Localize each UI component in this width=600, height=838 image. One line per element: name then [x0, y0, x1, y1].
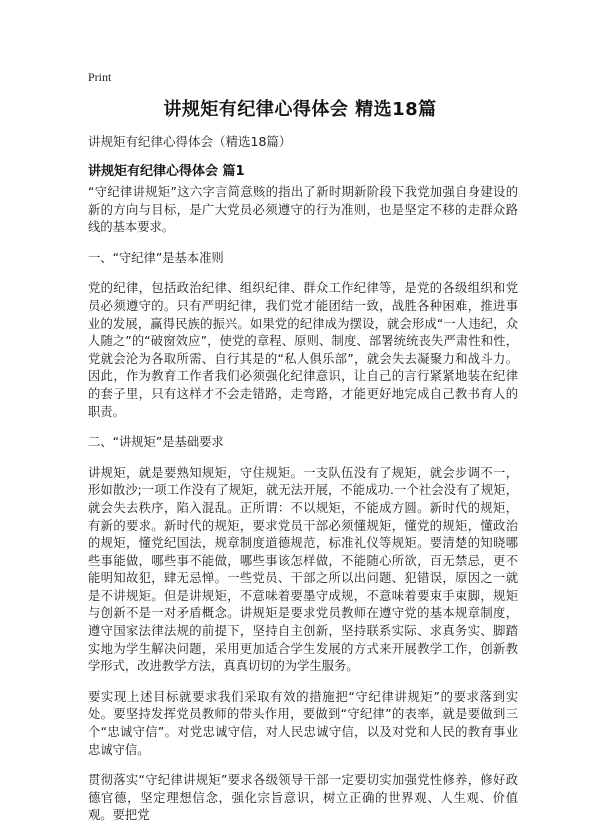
- paragraph-discipline: 党的纪律，包括政治纪律、组织纪律、群众工作纪律等，是党的各级组织和党员必须遵守的。只有严明纪律，我们党才能团结一致，战胜各种困难，推进事业的发展，赢得民族的振兴。如果党的纪律成为摆设，就会形成“一人违纪，众人随之”的“破窗效应”，使党的章程、原则、制度、部署统统丧失严肃性和性，党就会沦为各取所需、自行其是的“私人俱乐部”，就会失去凝聚力和战斗力。因此，作为教育工作者我们必须强化纪律意识，让自己的言行紧紧地装在纪律的套子里，只有这样才不会走错路，走弯路，才能更好地完成自己教书育人的职责。: [88, 281, 518, 419]
- article-body: [88, 184, 518, 838]
- document-title: 讲规矩有纪律心得体会 精选18篇: [163, 99, 437, 120]
- paragraph-measures: 要实现上述目标就要求我们采取有效的措施把“守纪律讲规矩”的要求落到实处。要坚持发挥党员教师的带头作用，要做到“守纪律”的表率，就是要做到三个“忠诚守信”。对党忠诚守信，对人民忠诚守信，以及对党和人民的教育事业忠诚守信。: [88, 689, 518, 757]
- document-subtitle: 讲规矩有纪律心得体会（精选18篇）: [88, 134, 292, 149]
- paragraph-rules: 讲规矩，就是要熟知规矩，守住规矩。一支队伍没有了规矩，就会步调不一，形如散沙;一项工作没有了规矩，就无法开展，不能成功.一个社会没有了规矩，就会失去秩序，陷入混乱。正所谓：不以规矩，不能成方圆。新时代的规矩，有新的要求。新时代的规矩，要求党员干部必须懂规矩，懂党的规矩，懂政治的规矩，懂党纪国法，规章制度道德规范，标准礼仪等规矩。要清楚的知晓哪些事能做，哪些事不能做，哪些事该怎样做，不能随心所欲，百无禁忌，更不能明知故犯，肆无忌惮。一些党员、干部之所以出问题、犯错误，原因之一就是不讲规矩。但是讲规矩，不意味着要墨守成规，不意味着要束手束脚，规矩与创新不是一对矛盾概念。讲规矩是要求党员教师在遵守党的基本规章制度，遵守国家法律法规的前提下，坚持自主创新，坚持联系实际、求真务实、脚踏实地为学生解决问题，采用更加适合学生发展的方式来开展教学工作，创新教学形式，改进教学方法，真真切切的为学生服务。: [88, 465, 518, 674]
- intro-paragraph: “守纪律讲规矩”这六字言简意赅的指出了新时期新阶段下我党加强自身建设的新的方向与目标，是广大党员必须遵守的行为准则，也是坚定不移的走群众路线的基本要求。: [88, 185, 518, 235]
- print-label[interactable]: Print: [88, 70, 112, 84]
- subheading-rules: 二、“讲规矩”是基础要求: [88, 435, 224, 450]
- section-heading: 讲规矩有纪律心得体会 篇1: [88, 164, 245, 179]
- subheading-discipline: 一、“守纪律”是基本准则: [88, 250, 224, 265]
- paragraph-implementation: 贯彻落实“守纪律讲规矩”要求各级领导干部一定要切实加强党性修养，修好政德官德，坚定理想信念，强化宗旨意识，树立正确的世界观、人生观、价值观。要把党: [88, 773, 518, 823]
